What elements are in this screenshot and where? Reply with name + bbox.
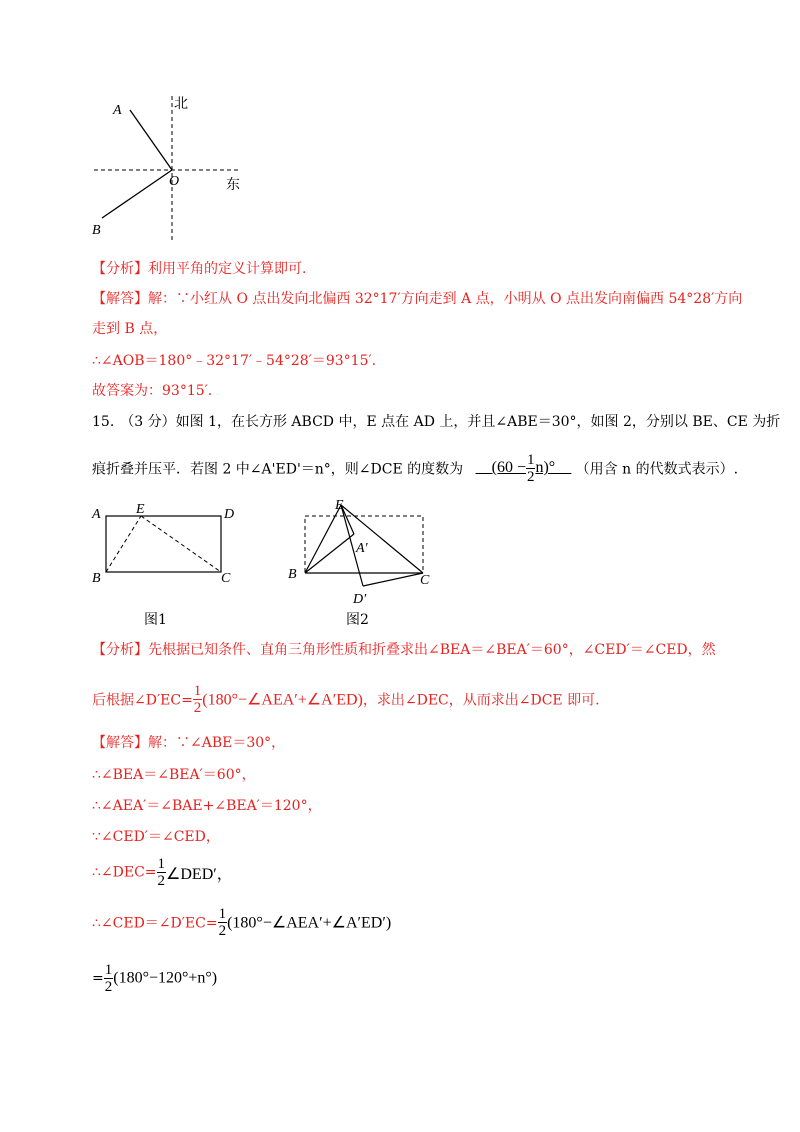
fig2-caption: 图2 xyxy=(346,612,369,628)
solution-line5-post: ∠DED′， xyxy=(166,866,233,883)
analysis-tag-2: 【分析】 xyxy=(92,642,148,658)
half-num-3: 1 xyxy=(104,962,113,978)
solution-line7-formula: (180°−120°+n°) xyxy=(113,969,218,987)
solution-half-2 xyxy=(218,906,228,939)
q15-solution-line2: ∴∠BEA＝∠BEA′＝60°， xyxy=(92,767,256,783)
point-a-label: A xyxy=(113,103,122,118)
fig1-label-b: B xyxy=(92,571,101,586)
q14-solution-line1 xyxy=(92,288,742,308)
fig1-caption: 图1 xyxy=(144,612,167,628)
north-label: 北 xyxy=(174,97,188,112)
compass-figure xyxy=(80,88,270,248)
analysis-formula: (180°−∠AEA′+∠A′ED) xyxy=(202,691,363,709)
answer-blank xyxy=(475,452,572,485)
q15-solution-line5 xyxy=(92,856,233,889)
half-den-1: 2 xyxy=(157,873,166,889)
fig1-label-c: C xyxy=(221,571,231,586)
q14-answer: 故答案为：93°15′. xyxy=(92,383,213,399)
question-stem-1: （3 分）如图 1，在长方形 ABCD 中，E 点在 AD 上，并且∠ABE＝30°，如图 2，分别以 BE、CE 为折 xyxy=(120,414,781,430)
fig2-label-e: E xyxy=(335,498,344,513)
solution-line5-pre: ∴∠DEC= xyxy=(92,864,157,881)
half-den-3: 2 xyxy=(104,979,113,995)
q15-solution-line3: ∴∠AEA′＝∠BAE+∠BEA′＝120°， xyxy=(92,798,322,814)
q15-analysis-line1 xyxy=(92,639,716,659)
analysis-line2-pre: 后根据∠D′EC= xyxy=(92,692,193,709)
solution-line7-pre: = xyxy=(92,970,104,987)
fig2-label-c: C xyxy=(420,573,430,588)
fig2-label-b: B xyxy=(288,567,297,582)
q15-solution-line4: ∵∠CED′＝∠CED， xyxy=(92,829,220,845)
fig1-label-a: A xyxy=(92,507,101,522)
fig1-label-d: D xyxy=(224,507,235,522)
east-label: 东 xyxy=(226,178,240,193)
q15-analysis-line2 xyxy=(92,683,600,716)
point-b-label: B xyxy=(92,223,101,238)
half-den-2: 2 xyxy=(218,923,227,939)
solution-text-1: 解：∵小红从 O 点出发向北偏西 32°17′方向走到 A 点，小明从 O 点出发向南偏西 54°28′方向 xyxy=(148,291,743,307)
solution-tag-2: 【解答】 xyxy=(92,735,148,751)
q14-solution-line3: ∴∠AOB＝180°﹣32°17′﹣54°28′＝93°15′. xyxy=(92,353,377,369)
solution-half-1 xyxy=(157,856,167,889)
analysis-half-den: 2 xyxy=(193,700,202,716)
answer-fraction-num: 1 xyxy=(526,452,535,468)
q14-analysis xyxy=(92,258,306,278)
analysis-half xyxy=(193,683,203,716)
solution-tag: 【解答】 xyxy=(92,291,148,307)
figure-1 xyxy=(84,498,254,628)
fig2-label-a-prime: A′ xyxy=(356,541,368,556)
q15-solution-line6 xyxy=(92,906,391,939)
solution-line6-pre: ∴∠CED＝∠D′EC= xyxy=(92,915,218,932)
answer-fraction-den: 2 xyxy=(526,469,535,485)
q15-solution-line7 xyxy=(92,962,217,995)
question-stem-2: 痕折叠并压平．若图 2 中∠A'ED'＝n°，则∠DCE 的度数为 xyxy=(92,461,464,478)
fig1-label-e: E xyxy=(136,502,145,517)
analysis-text: 利用平角的定义计算即可. xyxy=(148,261,307,277)
figure-2 xyxy=(284,494,454,612)
question-number: 15. xyxy=(92,414,115,430)
analysis-text-2: 先根据已知条件、直角三角形性质和折叠求出∠BEA＝∠BEA′＝60°，∠CED′＝∠CED，然 xyxy=(148,642,716,658)
solution-half-3 xyxy=(104,962,114,995)
q14-solution-line2: 走到 B 点， xyxy=(92,321,168,337)
solution-line1: 解：∵∠ABE＝30°， xyxy=(148,735,286,751)
q15-stem-line2 xyxy=(92,452,738,485)
analysis-half-num: 1 xyxy=(193,683,202,699)
q15-stem-line1 xyxy=(92,411,780,431)
answer-pre: __(60 − xyxy=(475,459,526,477)
answer-post: n)°__ xyxy=(535,459,572,477)
fig2-label-d-prime: D′ xyxy=(353,592,367,607)
half-num-1: 1 xyxy=(157,856,166,872)
solution-line6-formula: (180°−∠AEA′+∠A′ED′) xyxy=(227,914,392,932)
analysis-tag: 【分析】 xyxy=(92,261,148,277)
point-o-label: O xyxy=(169,174,180,189)
q15-solution-line1 xyxy=(92,732,285,752)
question-stem-3: （用含 n 的代数式表示）. xyxy=(575,461,739,478)
analysis-line2-post: ，求出∠DEC，从而求出∠DCE 即可. xyxy=(362,692,600,709)
half-num-2: 1 xyxy=(218,906,227,922)
